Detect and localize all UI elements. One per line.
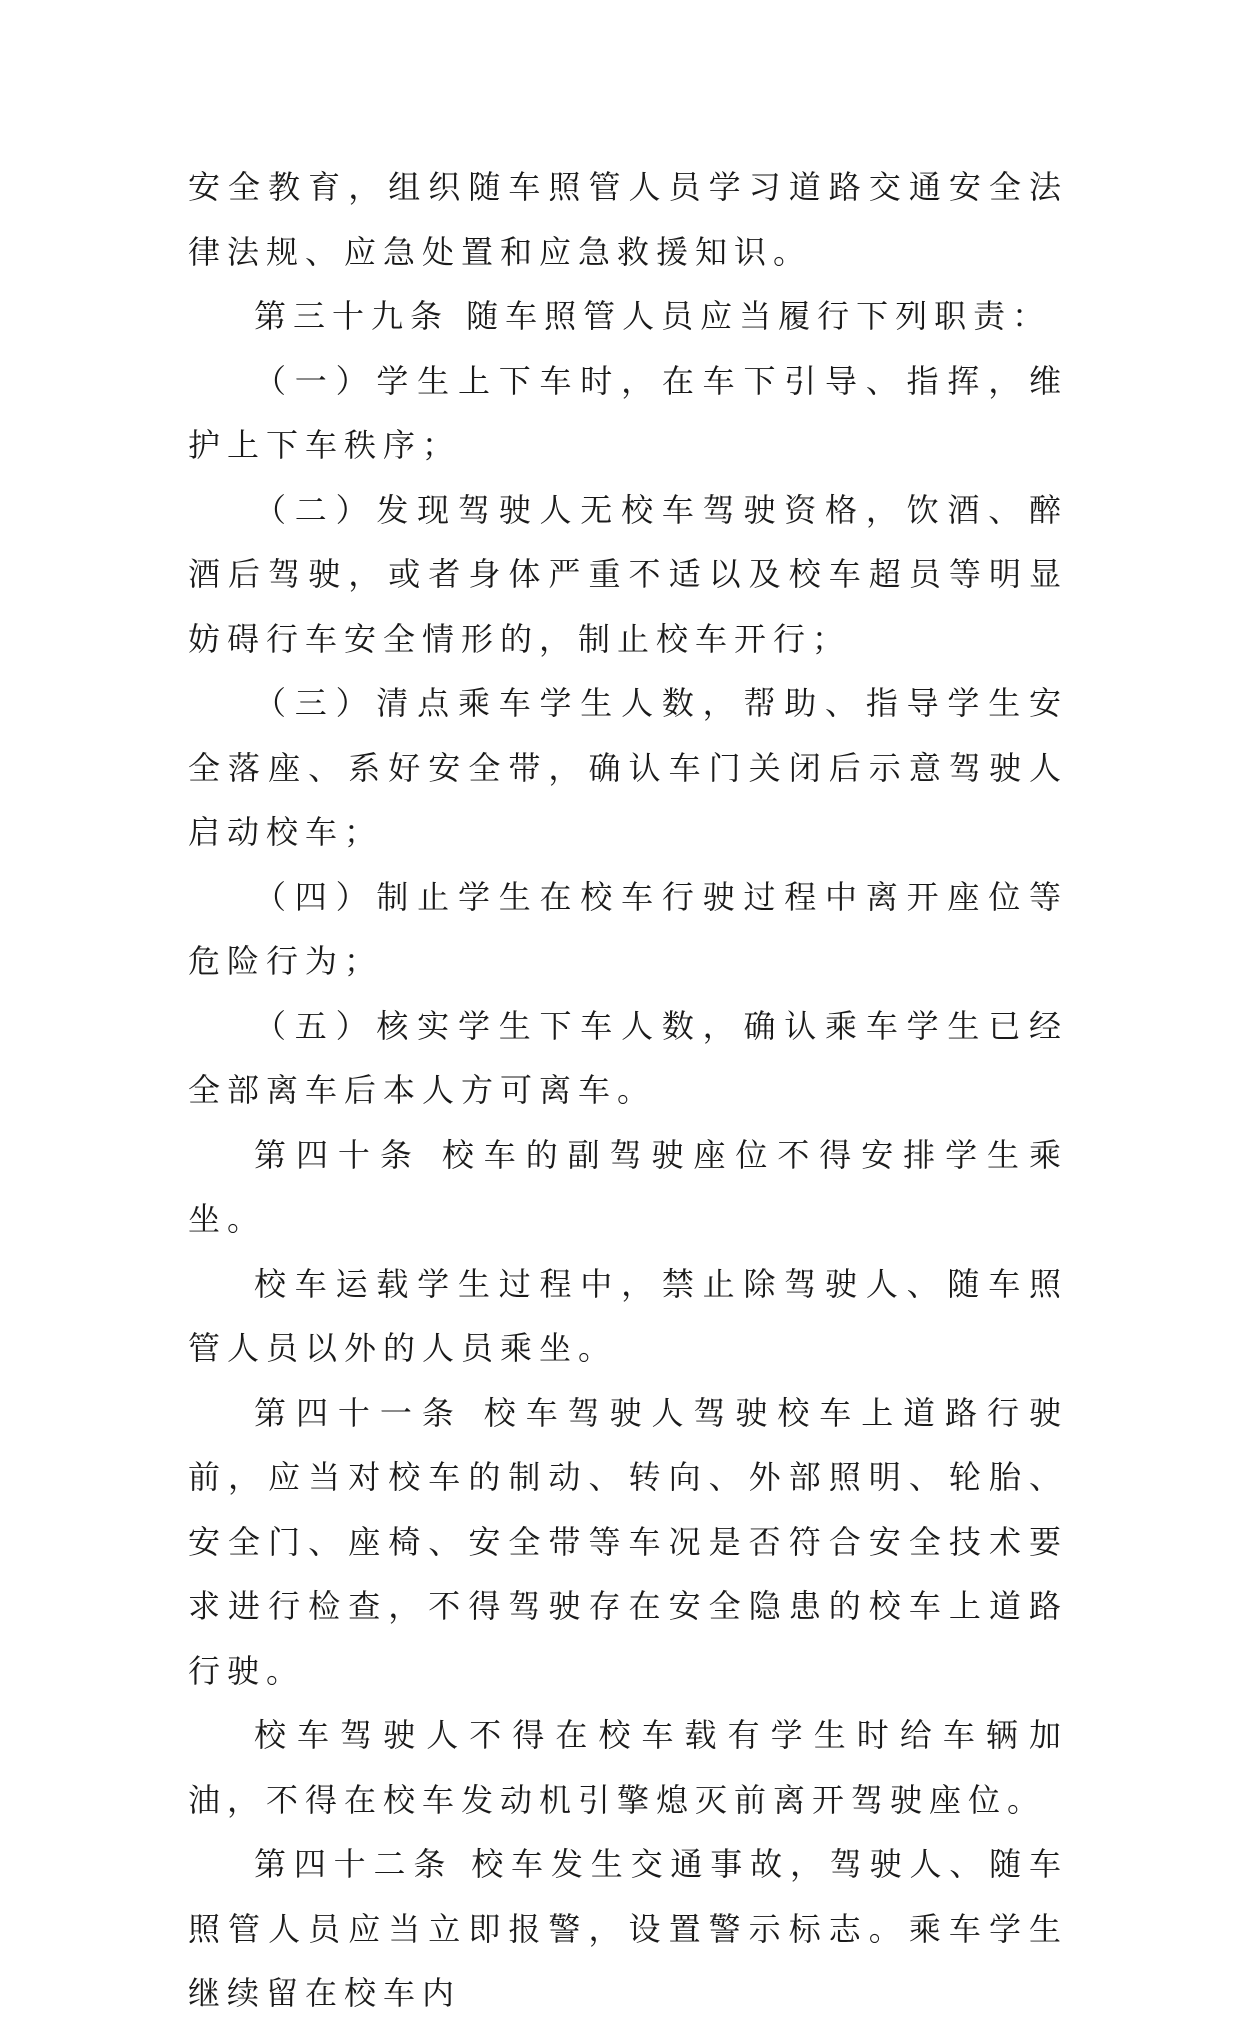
paragraph-8: 第四十条 校车的副驾驶座位不得安排学生乘坐。 (188, 1135, 1068, 1238)
paragraph-4: （二）发现驾驶人无校车驾驶资格，饮酒、醉酒后驾驶，或者身体严重不适以及校车超员等明显妨碍行车安全情形的，制止校车开行； (188, 490, 1068, 658)
paragraph-7: （五）核实学生下车人数，确认乘车学生已经全部离车后本人方可离车。 (188, 1006, 1068, 1109)
paragraph-5: （三）清点乘车学生人数，帮助、指导学生安全落座、系好安全带，确认车门关闭后示意驾驶人启动校车； (188, 684, 1068, 851)
paragraph-2: 第三十九条 随车照管人员应当履行下列职责： (254, 297, 1052, 335)
paragraph-3: （一）学生上下车时，在车下引导、指挥，维护上下车秩序； (188, 361, 1068, 464)
paragraph-9: 校车运载学生过程中，禁止除驾驶人、随车照管人员以外的人员乘坐。 (188, 1264, 1068, 1367)
paragraph-1: 安全教育，组织随车照管人员学习道路交通安全法律法规、应急处置和应急救援知识。 (188, 168, 1068, 271)
document-body (188, 155, 1068, 2026)
paragraph-12: 第四十二条 校车发生交通事故，驾驶人、随车照管人员应当立即报警，设置警示标志。乘车学生继续留在校车内 (188, 1845, 1068, 2012)
paragraph-11: 校车驾驶人不得在校车载有学生时给车辆加油，不得在校车发动机引擎熄灭前离开驾驶座位。 (188, 1716, 1068, 1819)
paragraph-6: （四）制止学生在校车行驶过程中离开座位等危险行为； (188, 877, 1068, 980)
paragraph-10: 第四十一条 校车驾驶人驾驶校车上道路行驶前，应当对校车的制动、转向、外部照明、轮胎、安全门、座椅、安全带等车况是否符合安全技术要求进行检查，不得驾驶存在安全隐患的校车上道路行驶。 (188, 1393, 1068, 1690)
